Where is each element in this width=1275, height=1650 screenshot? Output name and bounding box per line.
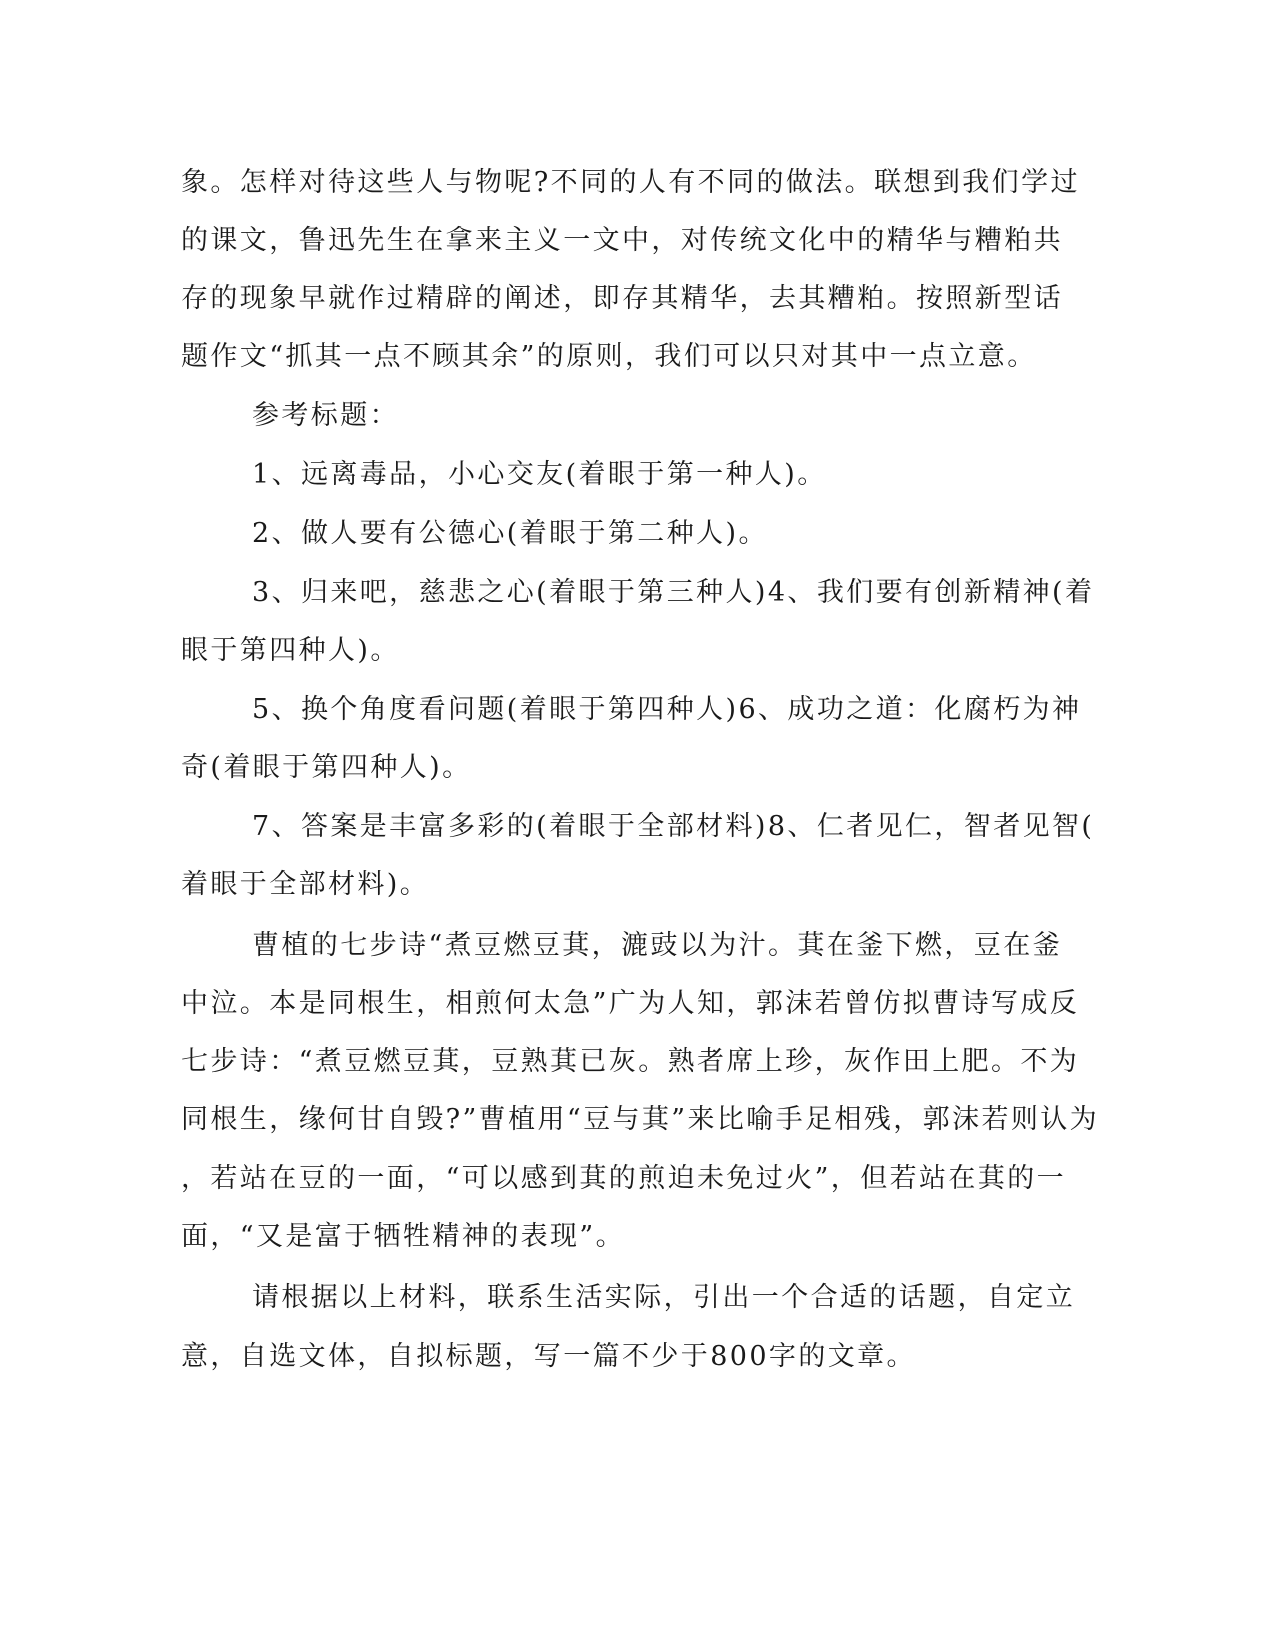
text-line: 中泣。本是同根生，相煎何太急”广为人知，郭沫若曾仿拟曹诗写成反: [181, 988, 1080, 1019]
section-heading: 参考标题：: [252, 400, 399, 431]
text-line: 眼于第四种人)。: [181, 635, 400, 666]
text-line: 存的现象早就作过精辟的阐述，即存其精华，去其糟粕。按照新型话: [181, 283, 1063, 314]
text-line: 曹植的七步诗“煮豆燃豆萁，漉豉以为汁。萁在釜下燃，豆在釜: [252, 930, 1063, 961]
text-line: 意，自选文体，自拟标题，写一篇不少于800字的文章。: [181, 1341, 916, 1372]
text-line: 象。怎样对待这些人与物呢?不同的人有不同的做法。联想到我们学过: [181, 167, 1080, 198]
title-item: 5、换个角度看问题(着眼于第四种人)6、成功之道：化腐朽为神: [252, 694, 1082, 725]
text-line: 奇(着眼于第四种人)。: [181, 752, 472, 783]
title-item: 7、答案是丰富多彩的(着眼于全部材料)8、仁者见仁，智者见智(: [252, 811, 1095, 842]
text-line: 面，“又是富于牺牲精神的表现”。: [181, 1221, 626, 1252]
title-item: 3、归来吧，慈悲之心(着眼于第三种人)4、我们要有创新精神(着: [252, 577, 1095, 608]
text-line: 的课文，鲁迅先生在拿来主义一文中，对传统文化中的精华与糟粕共: [181, 225, 1063, 256]
text-line: 题作文“抓其一点不顾其余”的原则，我们可以只对其中一点立意。: [181, 341, 1037, 372]
text-line: ，若站在豆的一面，“可以感到萁的煎迫未免过火”，但若站在萁的一: [181, 1163, 1067, 1194]
text-line: 七步诗：“煮豆燃豆萁，豆熟萁已灰。熟者席上珍，灰作田上肥。不为: [181, 1046, 1080, 1077]
title-item: 1、远离毒品，小心交友(着眼于第一种人)。: [252, 459, 827, 490]
title-item: 2、做人要有公德心(着眼于第二种人)。: [252, 518, 768, 549]
text-line: 请根据以上材料，联系生活实际，引出一个合适的话题，自定立: [252, 1282, 1076, 1313]
text-line: 着眼于全部材料)。: [181, 869, 430, 900]
text-line: 同根生，缘何甘自毁?”曹植用“豆与萁”来比喻手足相残，郭沫若则认为: [181, 1104, 1100, 1135]
